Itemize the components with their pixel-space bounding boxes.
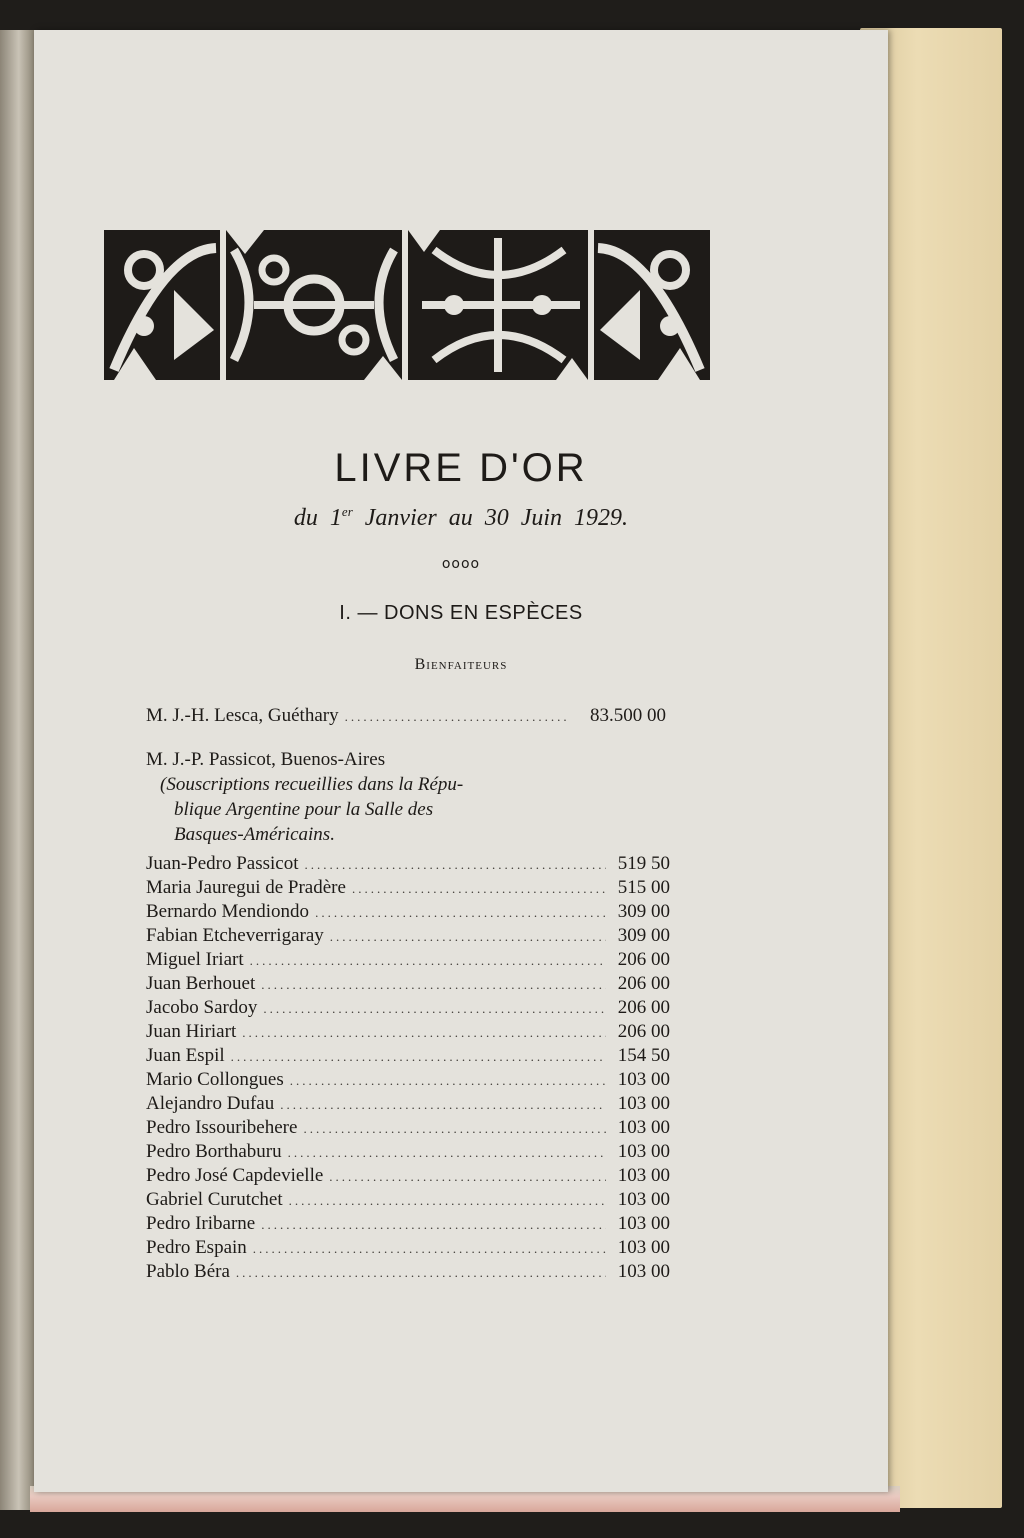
list-item [146, 852, 670, 877]
note-line: blique Argentine pour la Salle des [174, 799, 434, 820]
leader-dots [345, 705, 570, 729]
donation-amount: 103 00 [617, 1141, 670, 1162]
leader-dots [330, 925, 606, 949]
leader-dots [263, 997, 606, 1021]
ornamental-rings: oooo [441, 556, 481, 572]
page-title: LIVRE D'OR [334, 446, 588, 490]
donor-name: Pablo Béra [146, 1261, 230, 1282]
list-item [146, 1020, 670, 1045]
donation-amount: 309 00 [617, 925, 670, 946]
donor-name: Fabian Etcheverrigaray [146, 925, 324, 946]
donation-amount: 103 00 [617, 1261, 670, 1282]
donor-name: Pedro Iribarne [146, 1213, 256, 1234]
leader-dots [250, 949, 606, 973]
date-range-subtitle: du 1er Janvier au 30 Juin 1929. [293, 504, 629, 531]
donation-amount: 206 00 [617, 1021, 670, 1042]
subsection-heading: Bienfaiteurs [414, 656, 508, 673]
donation-amount: 519 50 [617, 853, 670, 874]
donor-name: Jacobo Sardoy [146, 997, 258, 1018]
donation-amount: 515 00 [617, 877, 670, 898]
donor-name: Mario Collongues [146, 1069, 284, 1090]
list-item [146, 924, 670, 949]
donor-name: Miguel Iriart [146, 949, 244, 970]
leader-dots [261, 1213, 606, 1237]
list-item [146, 1044, 670, 1069]
list-item [146, 972, 670, 997]
donation-amount: 103 00 [617, 1093, 670, 1114]
list-item [146, 948, 670, 973]
list-item [146, 1116, 670, 1141]
donor-name: Juan Berhouet [146, 973, 256, 994]
souscription-note [160, 772, 555, 847]
leader-dots [329, 1165, 606, 1189]
donation-amount: 154 50 [617, 1045, 670, 1066]
leader-dots [352, 877, 606, 901]
donor-name: Juan-Pedro Passicot [146, 853, 299, 874]
donation-amount: 83.500 00 [590, 705, 666, 726]
leader-dots [280, 1093, 606, 1117]
list-item [146, 1188, 670, 1213]
donation-amount: 206 00 [617, 997, 670, 1018]
donation-amount: 309 00 [617, 901, 670, 922]
leader-dots [253, 1237, 606, 1261]
donor-name: Alejandro Dufau [146, 1093, 275, 1114]
donor-name: Pedro José Capdevielle [146, 1165, 324, 1186]
donation-amount: 103 00 [617, 1189, 670, 1210]
donor-name: Bernardo Mendiondo [146, 901, 310, 922]
list-item [146, 1236, 670, 1261]
list-item [146, 1068, 670, 1093]
donation-amount: 103 00 [617, 1165, 670, 1186]
passicot-heading: M. J.-P. Passicot, Buenos-Aires [146, 749, 386, 770]
leader-dots [242, 1021, 606, 1045]
list-item [146, 1212, 670, 1237]
leader-dots [261, 973, 606, 997]
list-item [146, 1260, 670, 1285]
leader-dots [305, 853, 606, 877]
donor-name: Juan Hiriart [146, 1021, 237, 1042]
leader-dots [290, 1069, 606, 1093]
leader-dots [289, 1189, 606, 1213]
list-item [146, 1140, 670, 1165]
lesca-entry [146, 704, 666, 729]
donor-name: Gabriel Curutchet [146, 1189, 283, 1210]
donor-name: Juan Espil [146, 1045, 225, 1066]
donor-name: Maria Jauregui de Pradère [146, 877, 346, 898]
leader-dots [231, 1045, 606, 1069]
donor-name: M. J.-H. Lesca, Guéthary [146, 705, 339, 726]
list-item [146, 1092, 670, 1117]
list-item [146, 996, 670, 1021]
leader-dots [303, 1117, 606, 1141]
leader-dots [288, 1141, 606, 1165]
list-item [146, 1164, 670, 1189]
list-item [146, 876, 670, 901]
donor-name: Pedro Issouribehere [146, 1117, 298, 1138]
list-item [146, 900, 670, 925]
note-line: (Souscriptions recueillies dans la Répu- [160, 774, 464, 795]
donor-name: Pedro Borthaburu [146, 1141, 282, 1162]
section-heading: I. — DONS EN ESPÈCES [339, 602, 583, 624]
donation-amount: 103 00 [617, 1237, 670, 1258]
leader-dots [315, 901, 606, 925]
donation-amount: 103 00 [617, 1069, 670, 1090]
basque-ornament-banner [104, 230, 710, 380]
leader-dots [236, 1261, 606, 1285]
donation-amount: 206 00 [617, 973, 670, 994]
document-page [34, 30, 888, 1492]
left-page-edge [0, 30, 34, 1510]
donation-amount: 206 00 [617, 949, 670, 970]
note-line: Basques-Américains. [174, 824, 335, 845]
donation-amount: 103 00 [617, 1213, 670, 1234]
donor-name: Pedro Espain [146, 1237, 247, 1258]
donation-amount: 103 00 [617, 1117, 670, 1138]
